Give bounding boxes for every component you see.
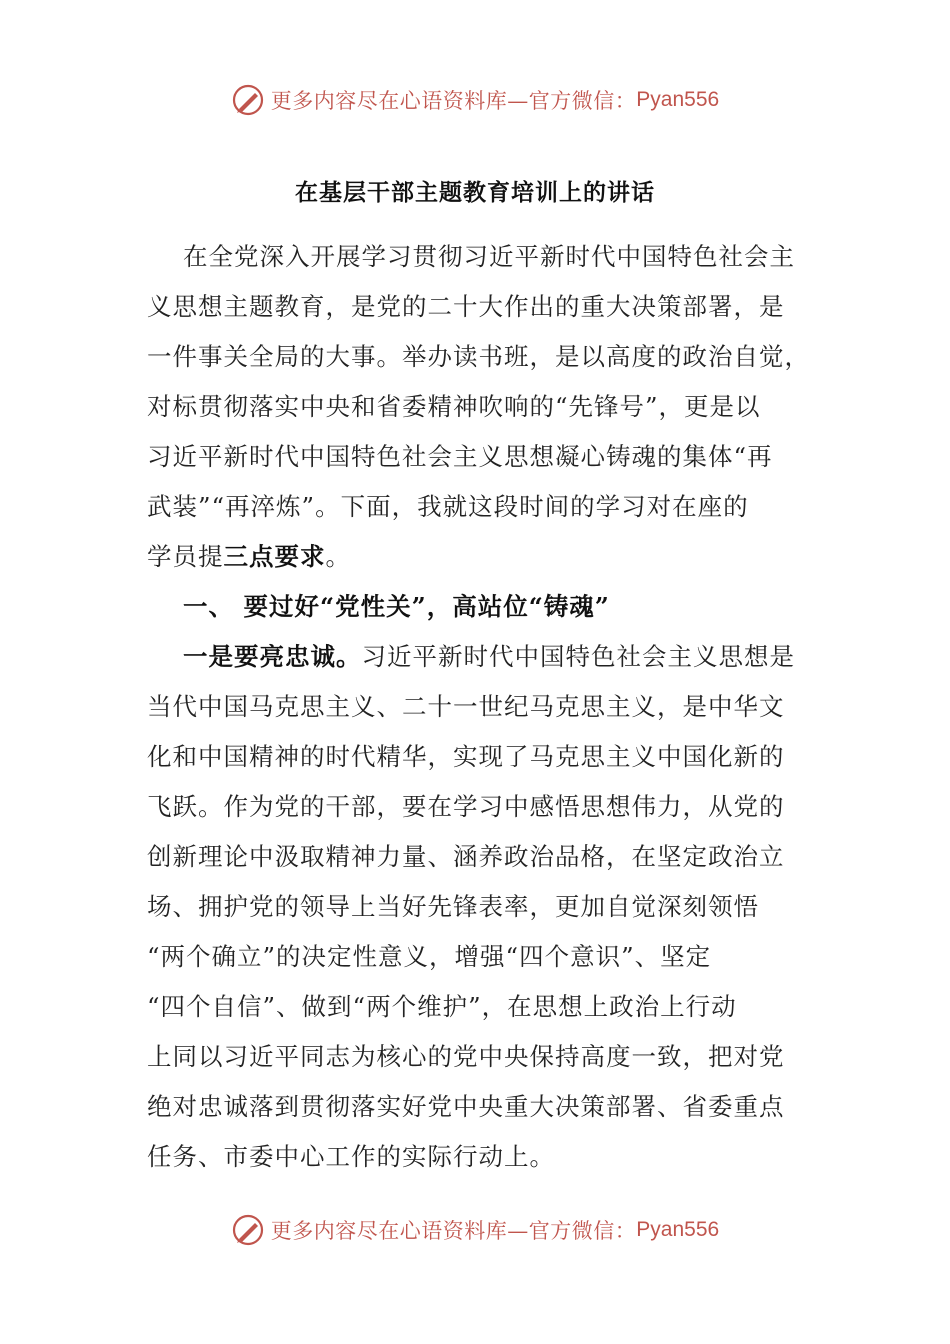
paragraph-line: “四个自信”、做到“两个维护”，在思想上政治上行动	[147, 992, 737, 1021]
document-title: 在基层干部主题教育培训上的讲话	[295, 179, 655, 206]
paragraph-line: 在全党深入开展学习贯彻习近平新时代中国特色社会主	[183, 242, 795, 271]
paragraph-line: 化和中国精神的时代精华，实现了马克思主义中国化新的	[147, 742, 785, 771]
paragraph-line: 习近平新时代中国特色社会主义思想凝心铸魂的集体“再	[147, 442, 773, 471]
section-heading: 一、 要过好“党性关”，高站位“铸魂”	[183, 592, 610, 621]
line-text: 习近平新时代中国特色社会主义思想是	[361, 642, 795, 671]
paragraph-line: 飞跃。作为党的干部，要在学习中感悟思想伟力，从党的	[147, 792, 785, 821]
paragraph-line: 创新理论中汲取精神力量、涵养政治品格，在坚定政治立	[147, 842, 785, 871]
watermark-text: 更多内容尽在心语资料库—官方微信：	[270, 89, 637, 113]
paragraph-line: 绝对忠诚落到贯彻落实好党中央重大决策部署、省委重点	[147, 1092, 785, 1121]
paragraph-line: 对标贯彻落实中央和省委精神吹响的“先锋号”，更是以	[147, 392, 761, 421]
watermark-text: 更多内容尽在心语资料库—官方微信：	[270, 1219, 637, 1243]
emphasis-text: 三点要求	[223, 542, 326, 571]
paragraph-line: 场、拥护党的领导上当好先锋表率，更加自觉深刻领悟	[147, 892, 759, 921]
paragraph-line: 义思想主题教育，是党的二十大作出的重大决策部署，是	[147, 292, 785, 321]
paragraph-line: 上同以习近平同志为核心的党中央保持高度一致，把对党	[147, 1042, 785, 1071]
paragraph-line	[147, 532, 799, 582]
paragraph-line: “两个确立”的决定性意义，增强“四个意识”、坚定	[147, 942, 712, 971]
paragraph-line: 武装”“再淬炼”。下面，我就这段时间的学习对在座的	[147, 492, 749, 521]
line-text: 。	[325, 542, 351, 571]
pen-logo-icon	[231, 83, 265, 117]
pen-logo-icon	[231, 1213, 265, 1247]
paragraph-line: 任务、市委中心工作的实际行动上。	[147, 1142, 555, 1171]
document-body	[147, 232, 810, 1182]
watermark-wechat-id: Pyan556	[636, 1218, 720, 1241]
paragraph-line: 当代中国马克思主义、二十一世纪马克思主义，是中华文	[147, 692, 785, 721]
subheading-text: 一是要亮忠诚。	[183, 642, 362, 671]
line-text: 学员提	[147, 542, 224, 571]
watermark-banner-bottom	[0, 1208, 950, 1252]
paragraph-line: 一件事关全局的大事。举办读书班，是以高度的政治自觉，	[147, 342, 810, 371]
watermark-wechat-id: Pyan556	[636, 88, 720, 111]
watermark-banner-top	[0, 78, 950, 122]
paragraph-line	[147, 632, 799, 682]
